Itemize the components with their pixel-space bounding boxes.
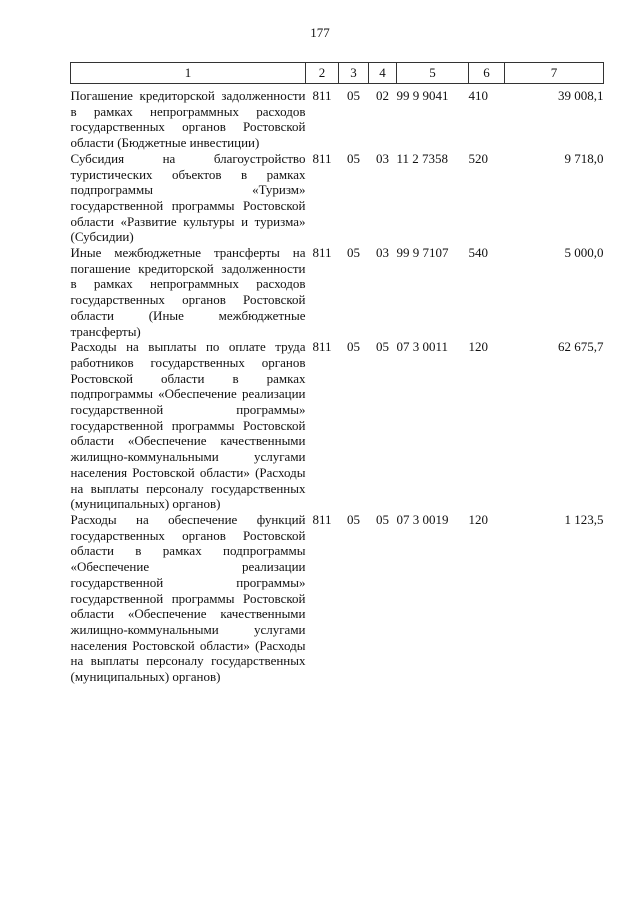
table-header bbox=[71, 63, 604, 84]
section-code: 05 bbox=[347, 511, 360, 527]
expense-type-code: 410 bbox=[468, 88, 488, 103]
row-description: Погашение кредиторской задолженности в рамках непрограммных расходов государственных органов Ростовской области (Бюджетные инвестиции) bbox=[70, 88, 306, 151]
section-code: 05 bbox=[347, 339, 360, 355]
table-row bbox=[71, 84, 604, 151]
table-row bbox=[71, 339, 604, 512]
column-header-7: 7 bbox=[505, 63, 604, 84]
subsection-code: 05 bbox=[376, 339, 389, 355]
subsection-code: 02 bbox=[376, 88, 389, 103]
amount: 62 675,7 bbox=[558, 339, 604, 355]
subsection-code: 05 bbox=[376, 511, 389, 527]
row-description: Иные межбюджетные трансферты на погашение кредиторской задолженности в рамках непрограммных расходов государственных органов Ростовской области (Иные межбюджетные трансферты) bbox=[70, 245, 306, 339]
section-code: 05 bbox=[347, 150, 360, 166]
amount: 1 123,5 bbox=[564, 511, 604, 527]
row-description: Субсидия на благоустройство туристических объектов в рамках подпрограммы «Туризм» государственной программы Ростовской области «Развитие культуры и туризма» (Субсидии) bbox=[70, 150, 306, 245]
page-number: 177 bbox=[310, 25, 330, 40]
column-header-4: 4 bbox=[369, 63, 397, 84]
expense-type-code: 120 bbox=[468, 339, 488, 355]
expense-type-code: 120 bbox=[468, 511, 488, 527]
section-code: 05 bbox=[347, 88, 360, 103]
amount: 9 718,0 bbox=[564, 150, 604, 166]
expense-type-code: 540 bbox=[468, 245, 488, 261]
ministry-code: 811 bbox=[312, 511, 332, 527]
budget-table bbox=[70, 62, 604, 685]
subsection-code: 03 bbox=[376, 245, 389, 261]
column-header-2: 2 bbox=[306, 63, 339, 84]
target-article-code: 07 3 0019 bbox=[396, 511, 449, 527]
ministry-code: 811 bbox=[312, 339, 332, 355]
amount: 5 000,0 bbox=[564, 245, 604, 261]
column-header-1: 1 bbox=[71, 63, 306, 84]
header-row bbox=[71, 63, 604, 84]
amount: 39 008,1 bbox=[558, 88, 604, 103]
expense-type-code: 520 bbox=[468, 150, 488, 166]
target-article-code: 99 9 9041 bbox=[396, 88, 449, 103]
row-description: Расходы на выплаты по оплате труда работников государственных органов Ростовской области в рамках подпрограммы «Обеспечение реализации государственной программы» государственной программы Ростовской области «Обеспечение качественными жилищно-коммунальными услугами населения Ростовской области» (Расходы на выплаты персоналу государственных (муниципальных) органов) bbox=[70, 339, 306, 512]
subsection-code: 03 bbox=[376, 150, 389, 166]
table-body bbox=[71, 84, 604, 685]
column-header-5: 5 bbox=[397, 63, 469, 84]
ministry-code: 811 bbox=[312, 245, 332, 261]
table-row bbox=[71, 245, 604, 339]
ministry-code: 811 bbox=[312, 150, 332, 166]
column-header-6: 6 bbox=[469, 63, 505, 84]
target-article-code: 07 3 0011 bbox=[396, 339, 449, 355]
column-header-3: 3 bbox=[339, 63, 369, 84]
row-description: Расходы на обеспечение функций государственных органов Ростовской области в рамках подпрограммы «Обеспечение реализации государственной программы» государственной программы Ростовской области «Обеспечение качественными жилищно-коммунальными услугами населения Ростовской области» (Расходы на выплаты персоналу государственных (муниципальных) органов) bbox=[70, 511, 306, 685]
target-article-code: 11 2 7358 bbox=[396, 150, 449, 166]
table-row bbox=[71, 151, 604, 245]
ministry-code: 811 bbox=[312, 88, 332, 103]
section-code: 05 bbox=[347, 245, 360, 261]
table-row bbox=[71, 512, 604, 685]
target-article-code: 99 9 7107 bbox=[396, 245, 449, 261]
